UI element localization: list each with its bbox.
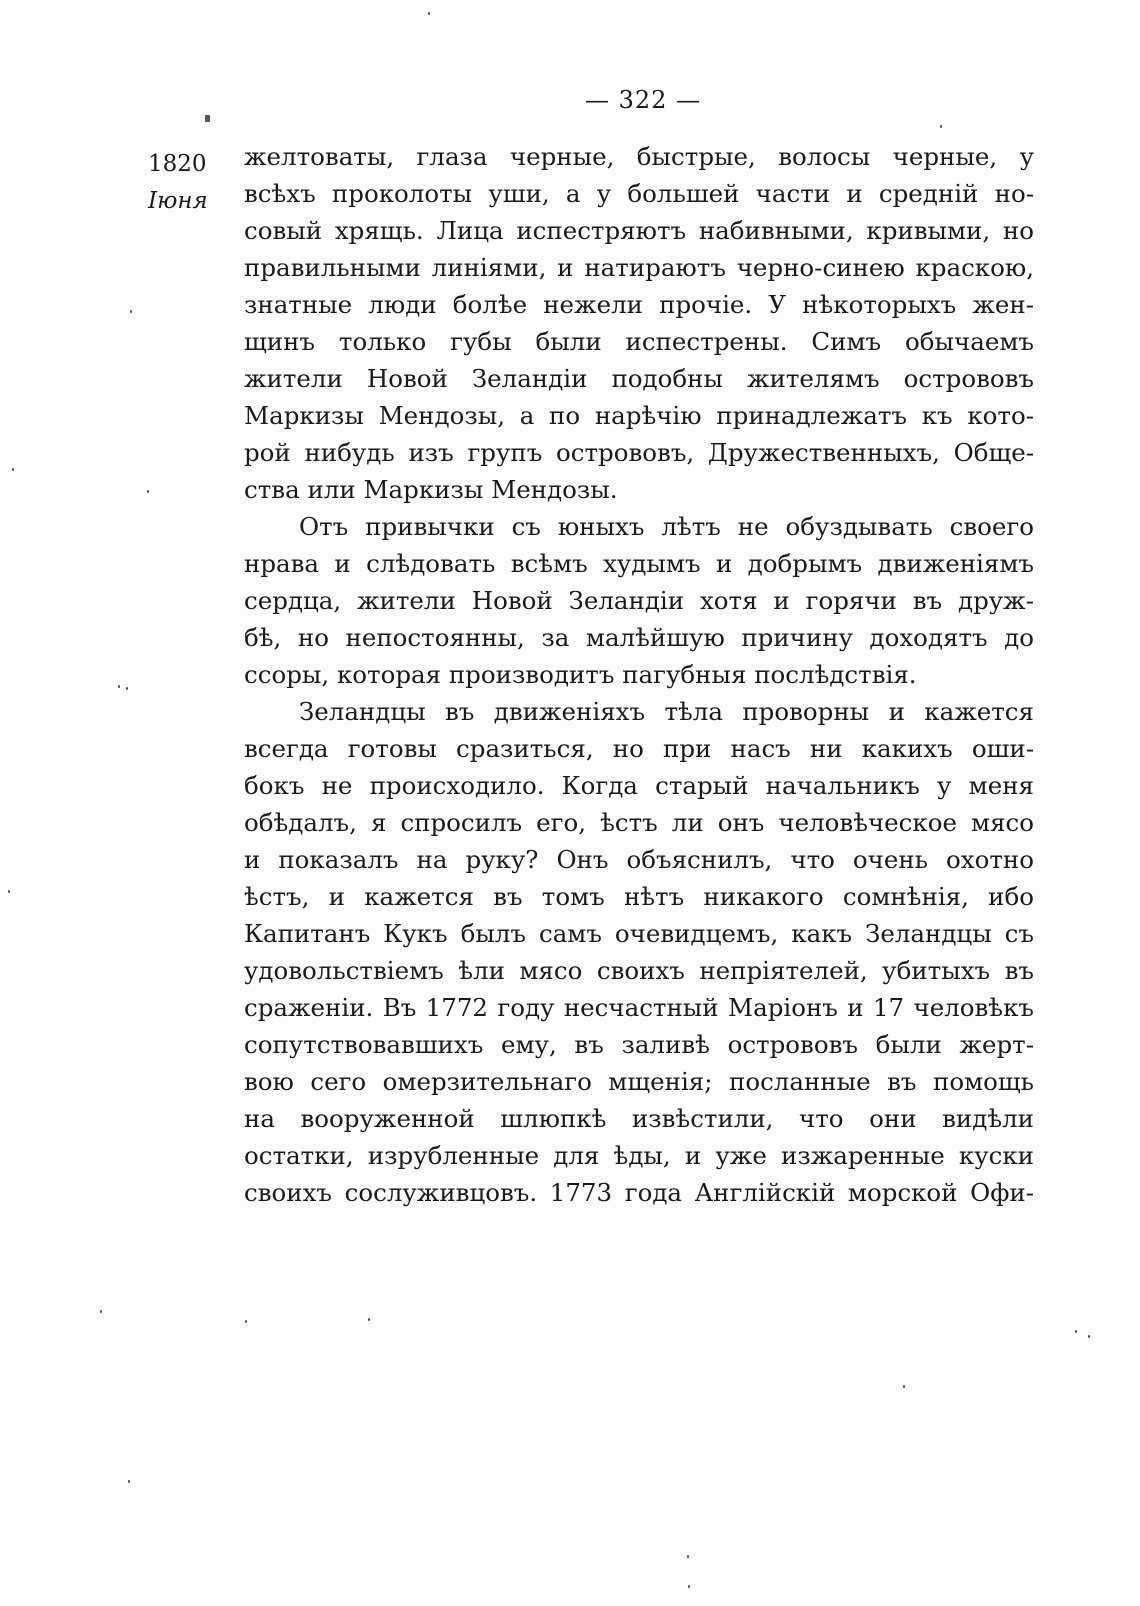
margin-year: 1820 xyxy=(148,151,207,177)
scan-speck xyxy=(12,468,14,471)
text-line: обѣдалъ, я спросилъ его, ѣстъ ли онъ человѣческое мясо xyxy=(244,808,1034,837)
paragraph-2 xyxy=(244,508,1034,693)
paragraph-1 xyxy=(244,138,1034,508)
text-line: жители Новой Зеландіи подобны жителямъ острововъ xyxy=(244,364,1034,393)
text-line: сопутствовавшихъ ему, въ заливѣ острововъ были жерт- xyxy=(244,1030,1034,1059)
text-line: щинъ только губы были испестрены. Симъ обычаемъ xyxy=(244,327,1034,356)
scan-speck xyxy=(128,1480,130,1483)
scan-speck xyxy=(368,1318,370,1321)
page-number: — 322 — xyxy=(585,86,702,114)
scan-speck xyxy=(118,685,120,688)
text-line: бѣ, но непостоянны, за малѣйшую причину доходятъ до xyxy=(244,623,1034,652)
text-line: всѣхъ проколоты уши, а у большей части и средній но- xyxy=(244,179,1034,208)
margin-month: Iюня xyxy=(148,188,208,214)
text-line: Капитанъ Кукъ былъ самъ очевидцемъ, какъ Зеландцы съ xyxy=(244,919,1034,948)
main-text xyxy=(244,138,1034,1211)
scan-speck xyxy=(8,890,10,893)
text-line: сраженіи. Въ 1772 году несчастный Маріонъ и 17 человѣкъ xyxy=(244,993,1034,1022)
scan-speck xyxy=(147,490,149,493)
scan-speck xyxy=(687,1555,689,1558)
text-line: знатные люди болѣе нежели прочіе. У нѣкоторыхъ жен- xyxy=(244,290,1034,319)
text-line: ства или Маркизы Мендозы. xyxy=(244,475,618,504)
text-line: рой нибудь изъ групъ острововъ, Дружественныхъ, Обще- xyxy=(244,438,1034,467)
scan-speck xyxy=(130,310,132,313)
text-line: Зеландцы въ движеніяхъ тѣла проворны и кажется xyxy=(299,697,1034,726)
text-line: удовольствіемъ ѣли мясо своихъ непріятелей, убитыхъ въ xyxy=(244,956,1034,985)
text-line: желтоваты, глаза черные, быстрые, волосы черные, у xyxy=(244,142,1034,171)
text-line: Отъ привычки съ юныхъ лѣтъ не обуздывать своего xyxy=(299,512,1034,541)
text-line: остатки, изрубленные для ѣды, и уже изжаренные куски xyxy=(244,1141,1034,1170)
text-line: сердца, жители Новой Зеландіи хотя и горячи въ друж- xyxy=(244,586,1034,615)
scan-speck xyxy=(940,125,942,128)
text-line: нрава и слѣдовать всѣмъ худымъ и добрымъ движеніямъ xyxy=(244,549,1034,578)
scan-speck xyxy=(688,1585,690,1588)
scan-speck xyxy=(1088,1335,1090,1338)
text-line: ѣстъ, и кажется въ томъ нѣтъ никакого сомнѣнія, ибо xyxy=(244,882,1034,911)
scan-speck xyxy=(205,115,210,122)
text-line: правильными линіями, и натираютъ черно-синею краскою, xyxy=(244,253,1034,282)
text-line: всегда готовы сразиться, но при насъ ни какихъ оши- xyxy=(244,734,1034,763)
text-line: вою сего омерзительнаго мщенія; посланные въ помощь xyxy=(244,1067,1034,1096)
text-line: совый хрящь. Лица испестряютъ набивными, кривыми, но xyxy=(244,216,1034,245)
text-line: бокъ не происходило. Когда старый начальникъ у меня xyxy=(244,771,1034,800)
scan-speck xyxy=(1075,1330,1077,1333)
text-line: ссоры, которая производитъ пагубныя послѣдствія. xyxy=(244,660,917,689)
text-line: и показалъ на руку? Онъ объяснилъ, что очень охотно xyxy=(244,845,1034,874)
scan-speck xyxy=(100,1310,102,1313)
scan-speck xyxy=(126,687,128,690)
text-line: на вооруженной шлюпкѣ извѣстили, что они видѣли xyxy=(244,1104,1034,1133)
text-line: своихъ сослуживцовъ. 1773 года Англійскій морской Офи- xyxy=(244,1178,1034,1207)
text-line: Маркизы Мендозы, а по нарѣчію принадлежатъ къ кото- xyxy=(244,401,1034,430)
paragraph-3 xyxy=(244,693,1034,1211)
scan-speck xyxy=(903,1385,905,1388)
scan-speck xyxy=(245,1320,247,1323)
scan-speck xyxy=(428,12,430,15)
